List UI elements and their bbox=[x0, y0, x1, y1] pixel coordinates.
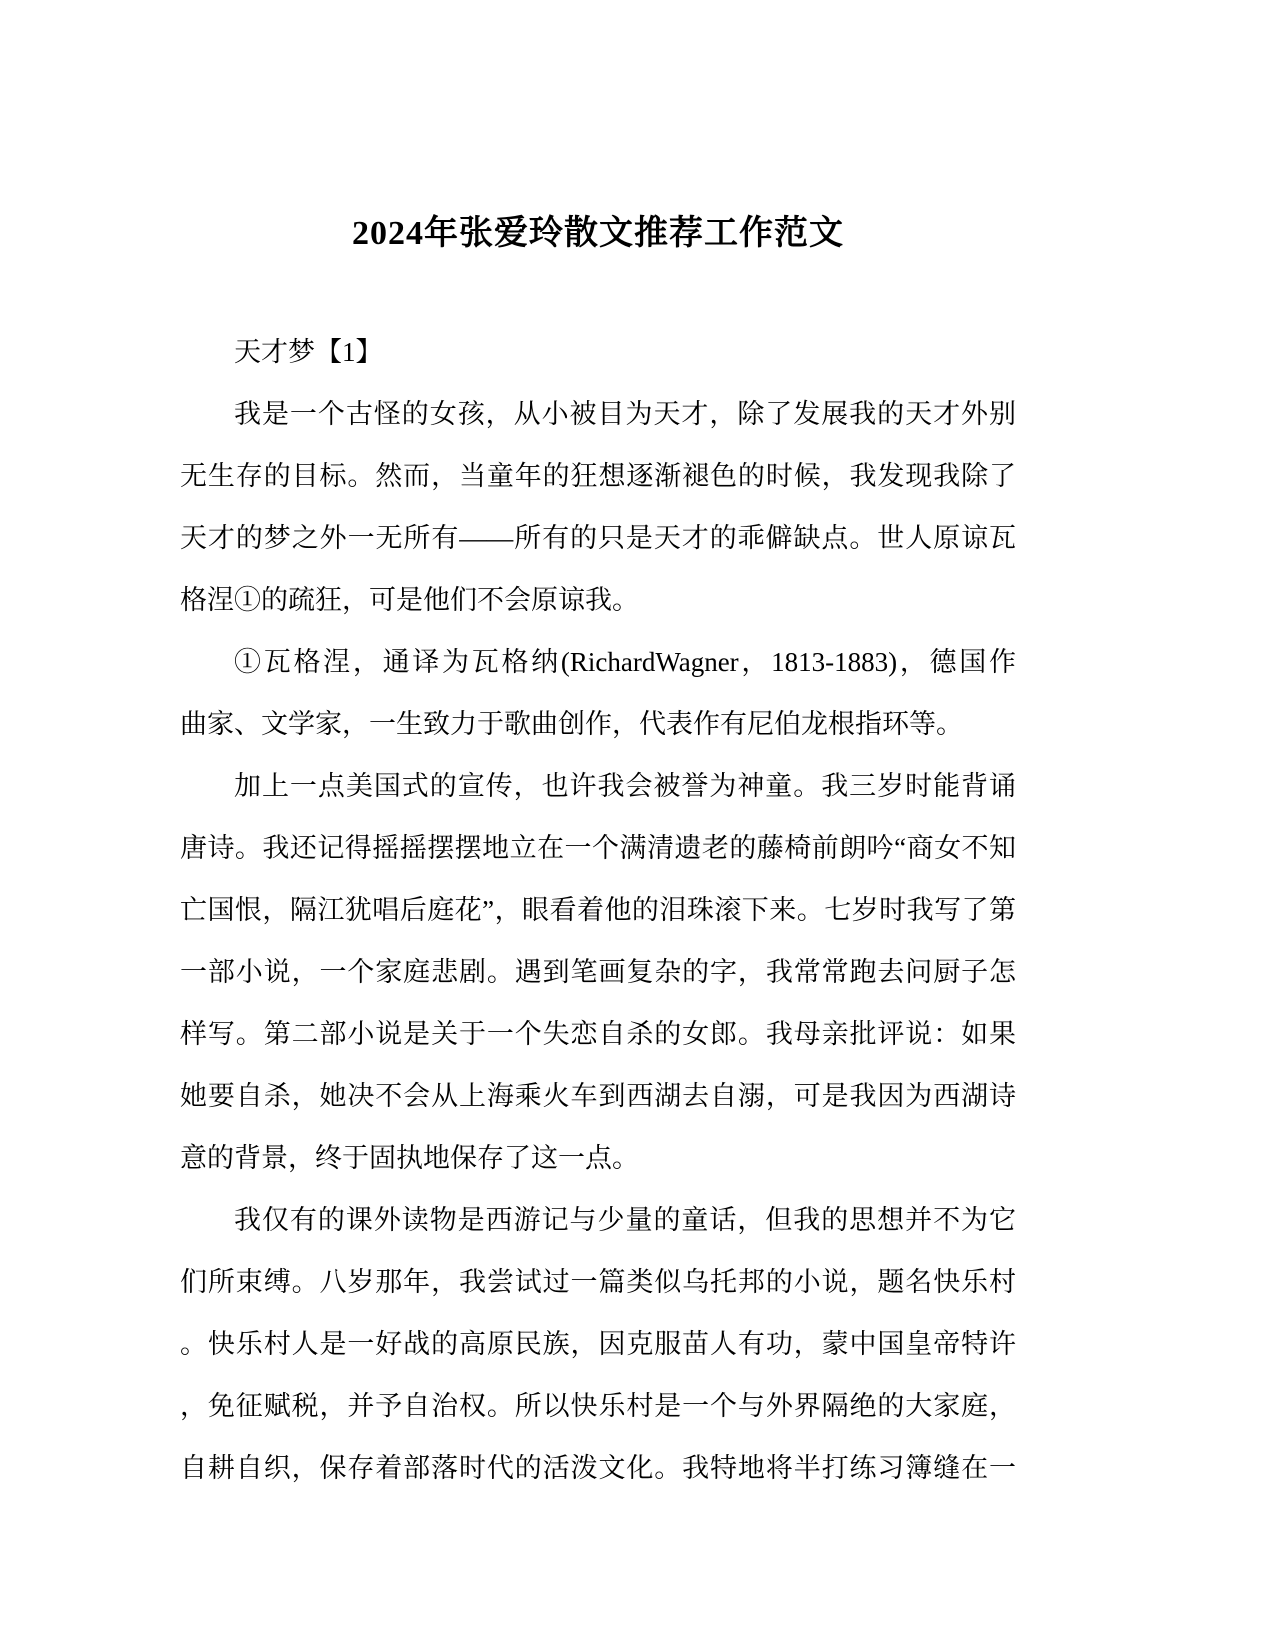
text-line: 亡国恨，隔江犹唱后庭花”，眼看着他的泪珠滚下来。七岁时我写了第 bbox=[180, 895, 1016, 925]
text-line: 她要自杀，她决不会从上海乘火车到西湖去自溺，可是我因为西湖诗 bbox=[180, 1081, 1016, 1111]
text-line: 格涅①的疏狂，可是他们不会原谅我。 bbox=[180, 585, 639, 615]
text-line: 我是一个古怪的女孩，从小被目为天才，除了发展我的天才外别 bbox=[234, 399, 1016, 429]
text-line: ①瓦格涅，通译为瓦格纳(RichardWagner，1813-1883)，德国作 bbox=[234, 647, 1016, 677]
document-content bbox=[180, 0, 1016, 1499]
document-title: 2024年张爱玲散文推荐工作范文 bbox=[352, 215, 844, 252]
text-line: 一部小说，一个家庭悲剧。遇到笔画复杂的字，我常常跑去问厨子怎 bbox=[180, 957, 1016, 987]
document-body bbox=[180, 321, 1016, 1499]
text-line: 我仅有的课外读物是西游记与少量的童话，但我的思想并不为它 bbox=[234, 1205, 1016, 1235]
text-line: 无生存的目标。然而，当童年的狂想逐渐褪色的时候，我发现我除了 bbox=[180, 461, 1016, 491]
text-line: 曲家、文学家，一生致力于歌曲创作，代表作有尼伯龙根指环等。 bbox=[180, 709, 963, 739]
text-line: 们所束缚。八岁那年，我尝试过一篇类似乌托邦的小说，题名快乐村 bbox=[180, 1267, 1016, 1297]
text-line: 自耕自织，保存着部落时代的活泼文化。我特地将半打练习簿缝在一 bbox=[180, 1453, 1016, 1483]
text-line: 唐诗。我还记得摇摇摆摆地立在一个满清遗老的藤椅前朗吟“商女不知 bbox=[180, 833, 1016, 863]
text-line: 天才梦【1】 bbox=[234, 337, 383, 367]
text-line: 意的背景，终于固执地保存了这一点。 bbox=[180, 1143, 639, 1173]
text-line: 加上一点美国式的宣传，也许我会被誉为神童。我三岁时能背诵 bbox=[234, 771, 1016, 801]
text-line: 天才的梦之外一无所有——所有的只是天才的乖僻缺点。世人原谅瓦 bbox=[180, 523, 1016, 553]
text-line: ，免征赋税，并予自治权。所以快乐村是一个与外界隔绝的大家庭， bbox=[180, 1391, 1016, 1421]
text-line: 样写。第二部小说是关于一个失恋自杀的女郎。我母亲批评说：如果 bbox=[180, 1019, 1016, 1049]
text-line: 。快乐村人是一好战的高原民族，因克服苗人有功，蒙中国皇帝特许 bbox=[180, 1329, 1016, 1359]
